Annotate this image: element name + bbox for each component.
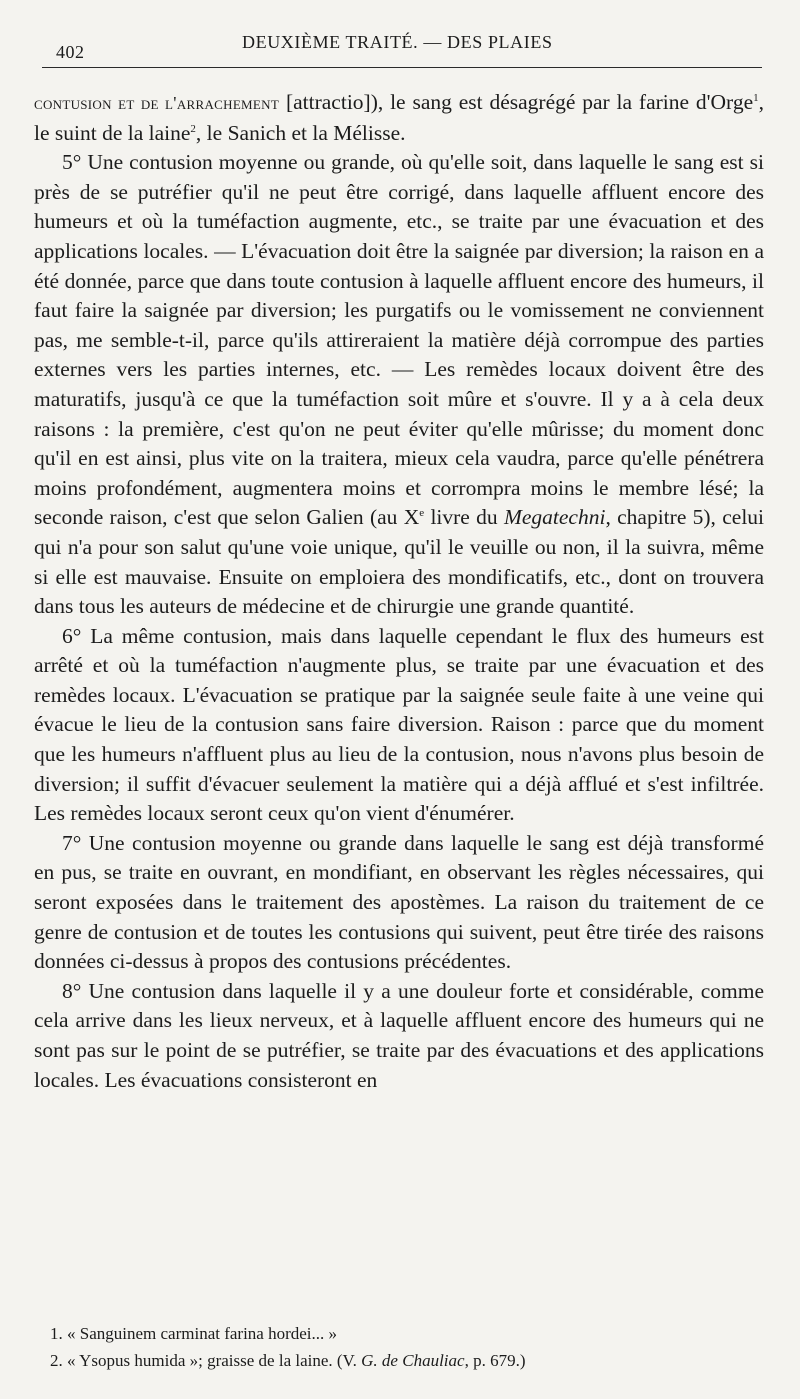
paragraph-6: 6° La même contusion, mais dans laquelle cependant le flux des humeurs est arrêté et où la tuméfaction n'augmente plus, se traite par une évacuation et des remèdes locaux. L'évacuation se pratique par la saignée seule faite à une veine qui évacue le lieu de la contusion sans faire diversion. Raison : parce que du moment que les humeurs n'affluent plus au lieu de la contusion, nous n'avons plus besoin de diversion; il suffit d'évacuer seulement la matière qui a déjà afflué et s'est infiltrée. Les remèdes locaux seront ceux qu'on vient d'énumérer. xyxy=(34,623,764,826)
text-run: 5° Une contusion moyenne ou grande, où qu'elle soit, dans laquelle le sang est si près de se putréfier qu'il ne peut être corrigé, dans laquelle affluent encore des humeurs et où la tuméfaction augmente, etc., se traite par une évacuation et des applications locales. — L'évacuation doit être la saignée par diversion; la raison en a été donnée, parce que dans toute contusion à laquelle affluent encore des humeurs, il faut faire la saignée par diversion; les purgatifs ou le vomissement ne conviennent pas, me semble-t-il, parce qu'ils attireraient la matière déjà corrompue des parties externes vers les parties internes, etc. — Les remèdes locaux doivent être des maturatifs, jusqu'à ce que la tuméfaction soit mûre et s'ouvre. Il y a à cela deux raisons : la première, c'est qu'on ne peut éviter qu'elle mûrisse; du moment donc qu'il en est ainsi, plus vite on la traitera, mieux cela vaudra, parce qu'elle pénétrera moins profondément, augmentera moins et corrompra moins le membre lésé; la seconde raison, c'est que selon xyxy=(34,150,764,530)
page-header xyxy=(42,30,762,62)
text-run: Galien (au X xyxy=(306,505,420,530)
paragraph-5 xyxy=(34,148,764,622)
text-run: , le Sanich et la Mélisse. xyxy=(195,120,406,145)
header-rule xyxy=(42,67,762,68)
text-run: 2. « Ysopus humida »; graisse de la laine. (V. xyxy=(50,1351,362,1370)
footnote-1: 1. « Sanguinem carminat farina hordei... » xyxy=(50,1324,338,1343)
page-number: 402 xyxy=(56,42,85,62)
paragraph-7: 7° Une contusion moyenne ou grande dans laquelle le sang est déjà transformé en pus, se traite en ouvrant, en mondifiant, en observant les règles nécessaires, qui seront exposées dans le traitement des apostèmes. La raison du traitement de ce genre de contusion et de toutes les contusions qui suivent, peut être tirée des raisons données ci-dessus à propos des contusions précédentes. xyxy=(34,830,764,974)
text-run: [attractio]), le sang est désagrégé par la farine d'Orge xyxy=(279,90,754,114)
footnote-2 xyxy=(50,1347,750,1374)
text-run: livre du xyxy=(424,505,504,530)
text-run: , chapitre 5), celui qui n'a pour son salut qu'une voie unique, qu'il le veuille ou non, il la suivra, même si elle est mauvaise. Ensuite on emploiera des mondificatifs, etc., dont on trouvera dans tous les auteurs de médecine et de chirurgie une grande quantité. xyxy=(34,505,765,619)
text-run: , p. 679.) xyxy=(464,1351,526,1370)
footnote-ref-2[interactable]: 2 xyxy=(190,122,196,135)
footnote-ref-1[interactable]: 1 xyxy=(753,91,759,104)
book-title: Megatechni xyxy=(503,505,606,530)
running-head: DEUXIÈME TRAITÉ. — DES PLAIES xyxy=(242,32,553,52)
author-name: G. de Chauliac xyxy=(361,1351,465,1370)
body-text xyxy=(34,88,764,1095)
paragraph-continuation xyxy=(34,88,764,148)
footnotes xyxy=(50,1320,750,1374)
smallcaps-text: contusion et de l'arrachement xyxy=(34,93,280,113)
superscript: e xyxy=(419,507,425,520)
text-run: , le suint de la laine xyxy=(34,90,764,145)
paragraph-8: 8° Une contusion dans laquelle il y a une douleur forte et considérable, comme cela arrive dans les lieux nerveux, et à laquelle affluent encore des humeurs qui ne sont pas sur le point de se putréfier, se traite par des évacuations et des applications locales. Les évacuations consisteront en xyxy=(34,978,764,1092)
